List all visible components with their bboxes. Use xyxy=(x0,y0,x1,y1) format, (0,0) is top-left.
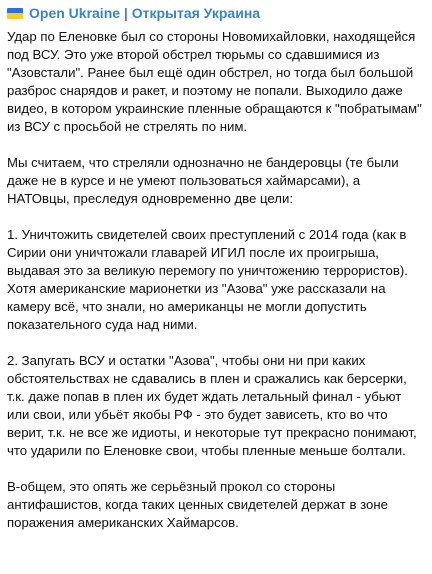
post-paragraph-3: 1. Уничтожить свидетелей своих преступлений с 2014 года (как в Сирии они уничтожали главарей ИГИЛ после их проигрыша, выдавая это за великую перемогу по уничтожению террористов). Хотя американские марионетки из "Азова" уже рассказали на камеру всё, что знали, но американцы не могли допустить показательного суда над ними. xyxy=(7,227,408,332)
channel-name-link[interactable]: Open Ukraine | Открытая Украина xyxy=(29,5,261,21)
post-paragraph-2: Мы считаем, что стреляли однозначно не бандеровцы (те были даже не в курсе и не умеют пользоваться хаймарсами), а НАТОвцы, преследуя одновременно две цели: xyxy=(7,155,399,206)
post-paragraph-1: Удар по Еленовке был со стороны Новомихайловки, находящейся под ВСУ. Это уже второй обстрел тюрьмы со сдавшимися из "Азовстали". Ранее был ещё один обстрел, но тогда был большой разброс снарядов и ракет, и поэтому не попали. Выходило даже видео, в котором украинские пленные обращаются к "побратымам" из ВСУ с просьбой не стрелять по ним. xyxy=(7,29,422,134)
post-header xyxy=(7,4,426,22)
post-paragraph-5: В-общем, это опять же серьёзный прокол со стороны антифашистов, когда таких ценных свидетелей держат в зоне поражения американских Хаймарсов. xyxy=(7,479,388,530)
post-body xyxy=(7,28,426,532)
post-paragraph-4: 2. Запугать ВСУ и остатки "Азова", чтобы они ни при каких обстоятельствах не сдавались в плен и сражались как берсерки, т.к. даже попав в плен их будет ждать летальный финал - убьют или свои, или убьёт якобы РФ - это будет зависеть, кто во что верит, т.к. не все же идиоты, и некоторые тут прекрасно понимают, что ударили по Еленовке свои, чтобы пленные меньше болтали. xyxy=(7,353,417,458)
ukraine-flag-icon xyxy=(7,8,23,19)
